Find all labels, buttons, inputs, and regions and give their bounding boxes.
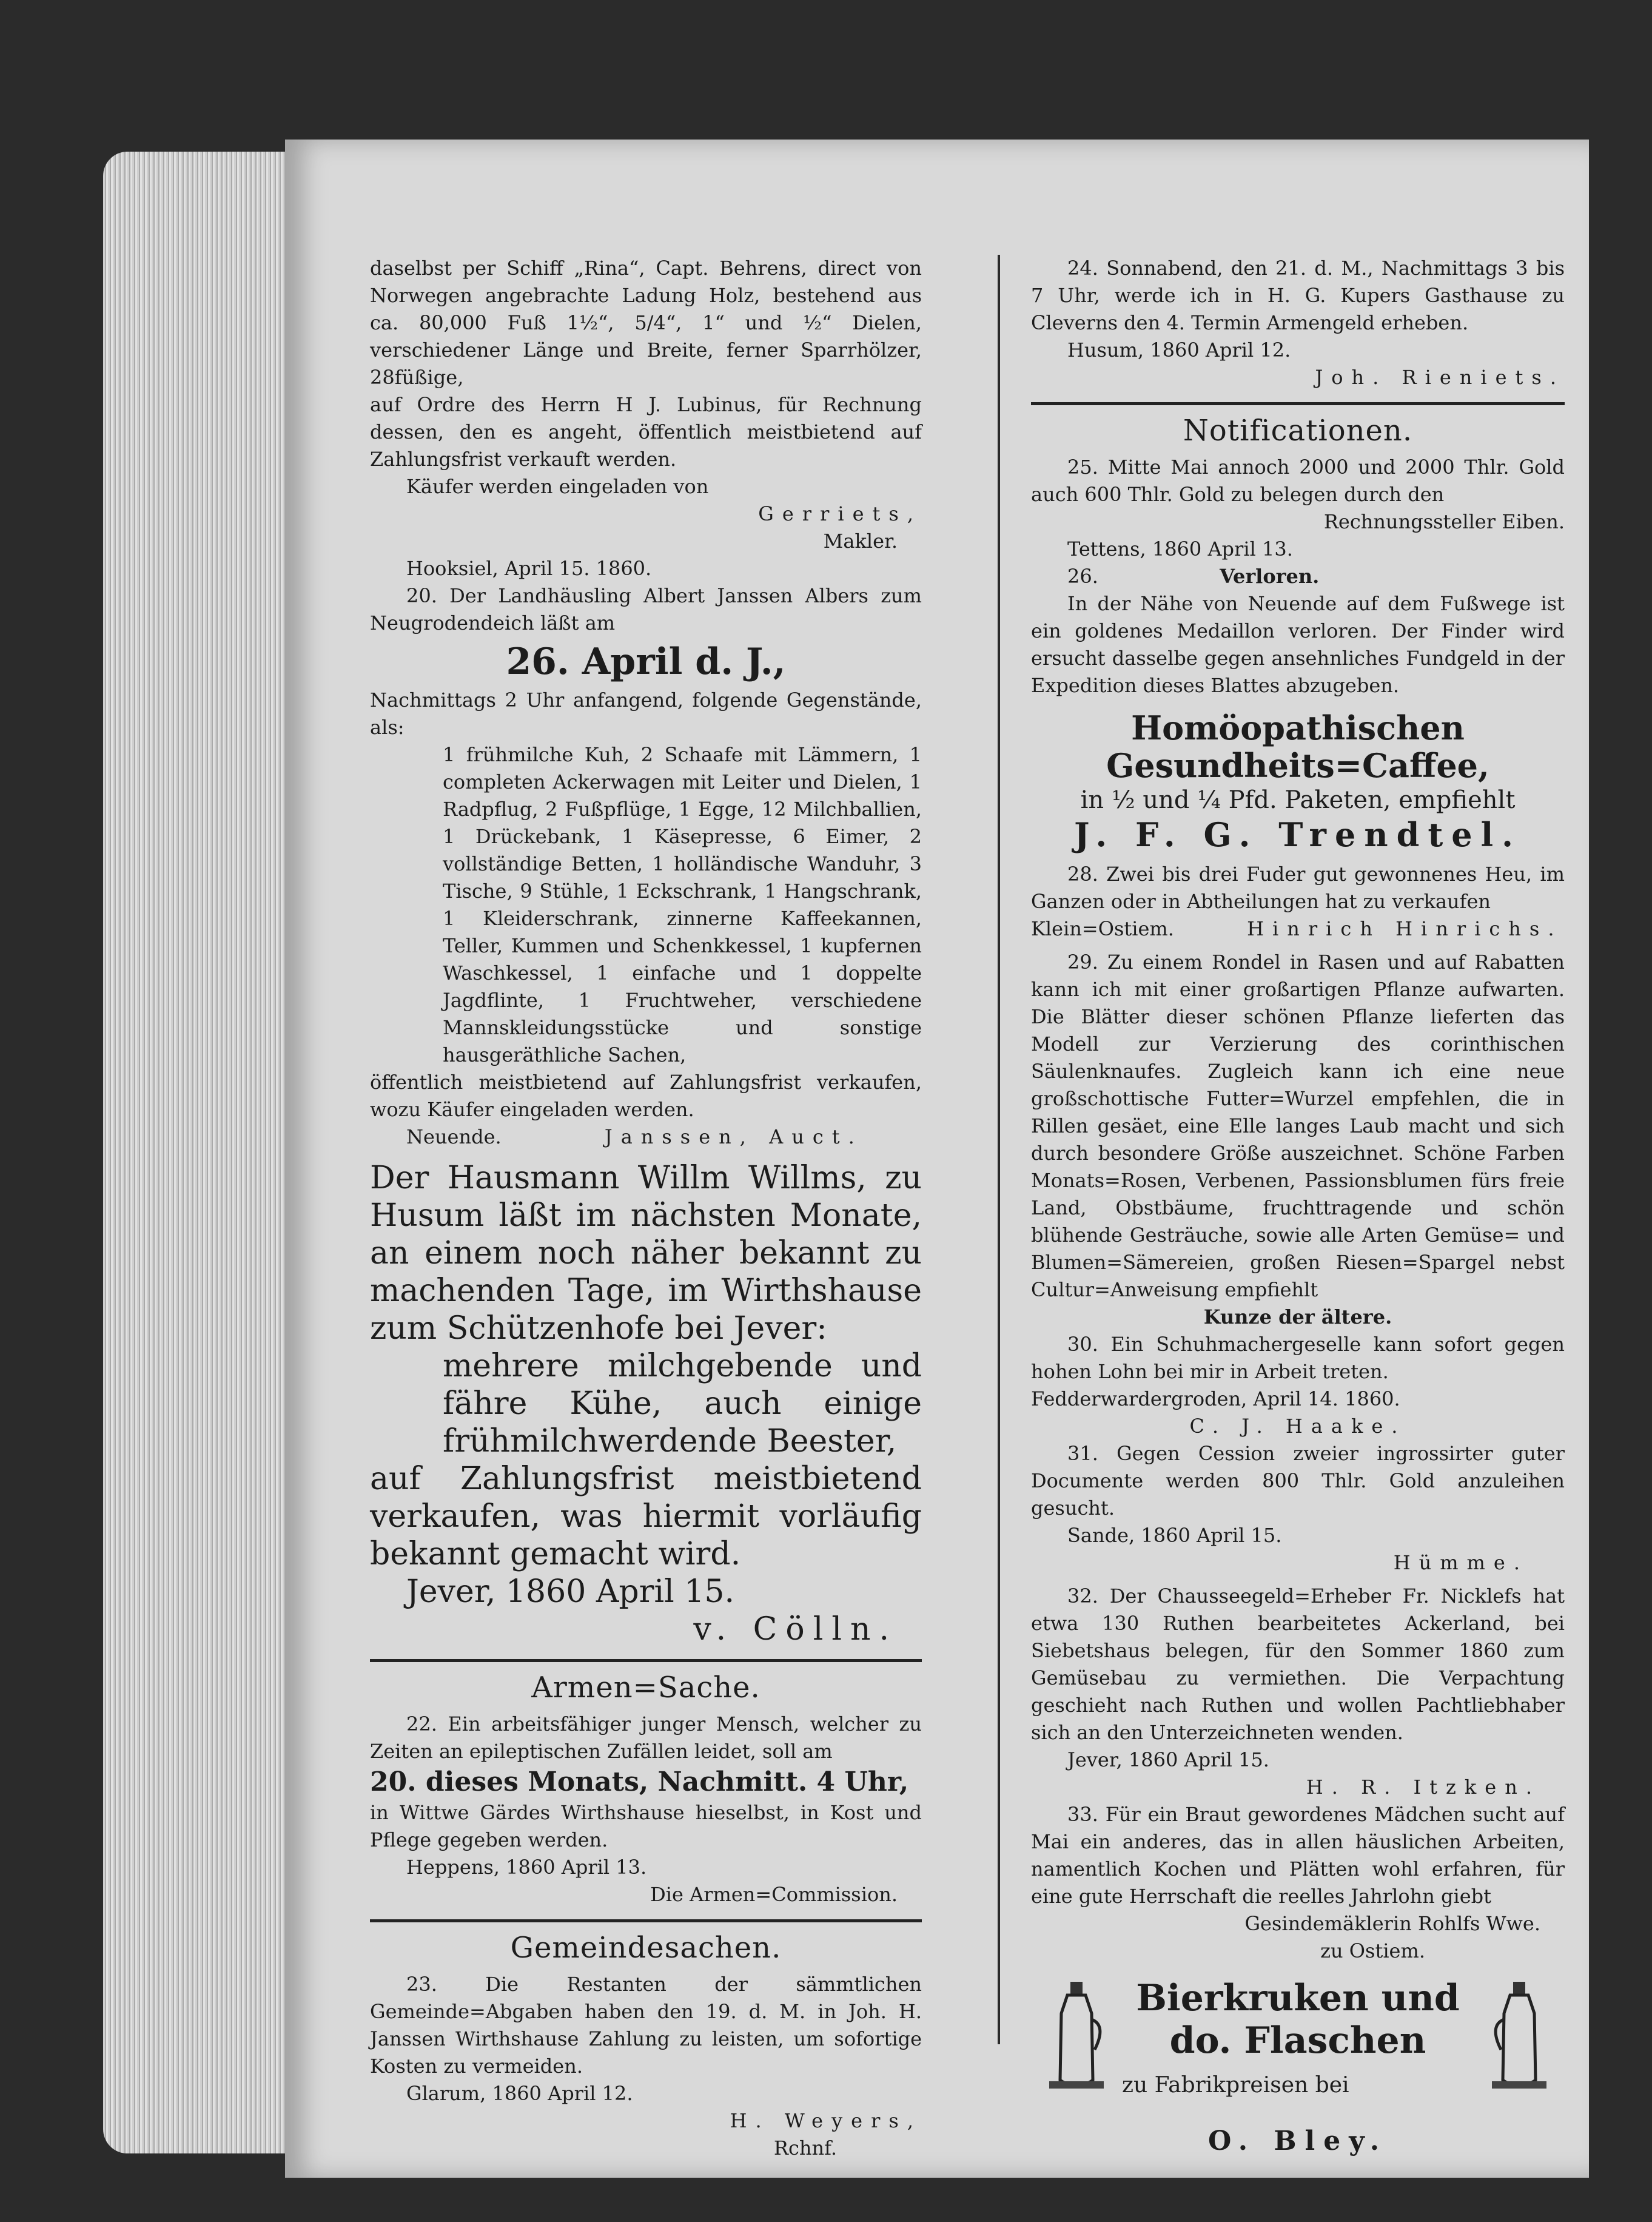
notice-28: 28. Zwei bis drei Fuder gut gewonnenes Heu, im Ganzen oder in Abtheilungen hat zu verkaufen [1031, 863, 1565, 913]
section-heading-gemeinde: Gemeindesachen. [510, 1931, 782, 1965]
willms-items: mehrere milchgebende und fähre Kühe, auch einige frühmilchwerdende Beester, [443, 1348, 922, 1459]
section-heading-armen: Armen=Sache. [531, 1671, 761, 1705]
right-column [1031, 255, 1565, 2158]
notice-20: 20. Der Landhäusling Albert Janssen Albers zum Neugrodendeich läßt am [370, 584, 922, 635]
notice-26: In der Nähe von Neuende auf dem Fußwege ist ein goldenes Medaillon verloren. Der Finder wird ersucht dasselbe gegen ansehnliches Fundgeld in der Expedition dieses Blattes abzugeben. [1031, 592, 1565, 697]
notice-20-close: öffentlich meistbietend auf Zahlungsfrist verkaufen, wozu Käufer eingeladen werden. [370, 1071, 922, 1121]
notice-25: 25. Mitte Mai annoch 2000 und 2000 Thlr. Gold auch 600 Thlr. Gold zu belegen durch den [1031, 456, 1565, 506]
signature-kunze: Kunze der ältere. [1203, 1305, 1392, 1328]
place-date-hooksiel: Hooksiel, April 15. 1860. [406, 557, 652, 580]
bierkruken-ad [1031, 1971, 1565, 2129]
bierkruken-ad-title-2: do. Flaschen [1169, 2019, 1426, 2062]
caffee-ad [1031, 709, 1565, 853]
willms-signature: v. Cölln. [693, 1611, 898, 1648]
notice-22-place: in Wittwe Gärdes Wirthshause hieselbst, in Kost und Pflege gegeben werden. [370, 1801, 922, 1851]
caffee-ad-sub: in ½ und ¼ Pfd. Paketen, empfiehlt [1080, 786, 1516, 814]
signature-hinrichs: Hinrich Hinrichs. [1247, 917, 1563, 940]
signature-armen-commission: Die Armen=Commission. [650, 1883, 898, 1906]
place-date-jever: Jever, 1860 April 15. [1067, 1748, 1269, 1771]
place-date-sande: Sande, 1860 April 15. [1067, 1524, 1282, 1547]
timber-sale-order: auf Ordre des Herrn H J. Lubinus, für Rechnung dessen, den es angeht, öffentlich meistbietend auf Zahlungsfrist verkauft werden. [370, 393, 922, 471]
auction-items: 1 frühmilche Kuh, 2 Schaafe mit Lämmern, 1 completen Ackerwagen mit Leiter und Dielen, 1 Radpflug, 2 Fußpflüge, 1 Egge, 12 Milchballien, 1 Drückebank, 1 Käsepresse, 6 Eimer, 2 vollständige Betten, 1 holländische Wanduhr, 3 Tische, 9 Stühle, 1 Eckschrank, 1 Hangschrank, 1 Kleiderschrank, zinnerne Kaffeekannen, Teller, Kummen und Schenkkessel, 1 kupfernen Waschkessel, 1 einfache und 1 doppelte Jagdflinte, 1 Fruchtweher, verschiedene Mannskleidungsstücke und sonstige hausgeräthliche Sachen, [443, 743, 922, 1066]
section-heading-notificationen: Notificationen. [1183, 414, 1413, 448]
notice-22-date: 20. dieses Monats, Nachmitt. 4 Uhr, [370, 1766, 909, 1797]
place-date-tettens: Tettens, 1860 April 13. [1067, 537, 1293, 561]
notice-31: 31. Gegen Cession zweier ingrossirter guter Documente werden 800 Thlr. Gold anzuleihen gesucht. [1031, 1442, 1565, 1520]
signature-rchnf: Rchnf. [773, 2136, 837, 2160]
caffee-ad-title: Homöopathischen Gesundheits=Caffee, [1106, 709, 1489, 785]
stoneware-jug-icon [1043, 1977, 1110, 2098]
auction-date: 26. April d. J., [506, 641, 786, 683]
notice-26-number: 26. [1067, 565, 1098, 588]
section-rule [370, 1659, 922, 1662]
notice-23: 23. Die Restanten der sämmtlichen Gemeinde=Abgaben haben den 19. d. M. in Joh. H. Janssen Wirthshause Zahlung zu leisten, um sofortige Kosten zu vermeiden. [370, 1973, 922, 2078]
buyers-invited: Käufer werden eingeladen von [406, 475, 709, 498]
book-page-edges [103, 152, 303, 2153]
notice-20-time: Nachmittags 2 Uhr anfangend, folgende Gegenstände, als: [370, 688, 922, 739]
caffee-ad-signature: J. F. G. Trendtel. [1074, 815, 1522, 854]
notice-26-head [1031, 563, 1565, 590]
willms-intro: Der Hausmann Willm Willms, zu Husum läßt im nächsten Monate, an einem noch näher bekannt zu machenden Tage, im Wirthshause zum Schützenhofe bei Jever: [370, 1160, 922, 1347]
signature-gerriets: Gerriets, [758, 502, 922, 525]
notice-22: 22. Ein arbeitsfähiger junger Mensch, welcher zu Zeiten an epileptischen Zufällen leidet, soll am [370, 1712, 922, 1763]
section-rule [1031, 402, 1565, 405]
notice-24: 24. Sonnabend, den 21. d. M., Nachmittags 3 bis 7 Uhr, werde ich in H. G. Kupers Gasthause zu Cleverns den 4. Termin Armengeld erheben. [1031, 257, 1565, 334]
notice-30: 30. Ein Schuhmachergeselle kann sofort gegen hohen Lohn bei mir in Arbeit treten. [1031, 1333, 1565, 1383]
bierkruken-ad-title: Bierkruken und [1136, 1977, 1460, 2019]
notice-32: 32. Der Chausseegeld=Erheber Fr. Nicklefs hat etwa 130 Ruthen bearbeitetes Ackerland, bei Siebetshaus belegen, für den Sommer 1860 zum Gemüsebau zu vermiethen. Die Verpachtung geschieht nach Ruthen und wollen Pachtliebhaber sich an den Unterzeichneten wenden. [1031, 1584, 1565, 1744]
place-neuende: Neuende. [406, 1125, 502, 1148]
signature-itzken: H. R. Itzken. [1306, 1776, 1540, 1799]
column-divider [998, 255, 1000, 2044]
stoneware-bottle-icon [1486, 1977, 1553, 2098]
willms-date: Jever, 1860 April 15. [406, 1574, 735, 1610]
signature-weyers: H. Weyers, [730, 2109, 922, 2132]
newspaper-page [285, 140, 1589, 2178]
place-date-glarum: Glarum, 1860 April 12. [406, 2082, 633, 2105]
willms-terms: auf Zahlungsfrist meistbietend verkaufen, was hiermit vorläufig bekannt gemacht wird. [370, 1461, 922, 1572]
timber-sale-text: daselbst per Schiff „Rina“, Capt. Behrens, direct von Norwegen angebrachte Ladung Holz, bestehend aus ca. 80,000 Fuß 1½“, 5/4“, 1“ und ½“ Dielen, verschiedener Länge und Breite, ferner Sparrhölzer, 28füßige, [370, 257, 922, 389]
notice-28-signature [1031, 915, 1565, 943]
place-date-fedderwardergroden: Fedderwardergroden, April 14. 1860. [1031, 1387, 1400, 1410]
signature-rieniets: Joh. Rieniets. [1315, 366, 1565, 389]
place-date-heppens: Heppens, 1860 April 13. [406, 1856, 647, 1879]
signature-janssen-name: Janssen, Auct. [604, 1125, 863, 1148]
signature-janssen [370, 1123, 922, 1151]
left-column [370, 255, 922, 2162]
place-ostiem: zu Ostiem. [1320, 1939, 1425, 1962]
signature-eiben: Rechnungssteller Eiben. [1323, 510, 1565, 533]
bierkruken-ad-sub [1122, 2073, 1468, 2098]
notice-26-title: Verloren. [1220, 565, 1320, 588]
place-date-husum: Husum, 1860 April 12. [1067, 338, 1291, 362]
notice-29: 29. Zu einem Rondel in Rasen und auf Rabatten kann ich mit einer großartigen Pflanze aufwarten. Die Blätter dieser schönen Pflanze lieferten das Modell zur Verzierung des corinthischen Säulenknaufes. Zugleich kann ich eine neue großschottische Futter=Wurzel empfehlen, die in Rillen gesäet, eine Elle langes Laub macht und sich durch besondere Größe auszeichnet. Schöne Farben Monats=Rosen, Verbenen, Passionsblumen fürs freie Land, Obstbäume, fruchttragende und schön blühende Gesträuche, sowie alle Arten Gemüse= und Blumen=Sämereien, großen Riesen=Spargel nebst Cultur=Anweisung empfiehlt [1031, 951, 1565, 1301]
signature-haake: C. J. Haake. [1189, 1415, 1406, 1438]
signature-huemme: Hümme. [1393, 1551, 1528, 1574]
place-klein-ostiem: Klein=Ostiem. [1031, 917, 1174, 940]
willms-notice [370, 1159, 922, 1648]
notice-33: 33. Für ein Braut gewordenes Mädchen sucht auf Mai ein anderes, das in allen häuslichen Arbeiten, namentlich Kochen und Plätten wohl erfahren, für eine gute Herrschaft die reelles Jahrlohn giebt [1031, 1803, 1565, 1908]
signature-bley: O. Bley. [1207, 2126, 1388, 2156]
section-rule [370, 1919, 922, 1922]
signature-rohlfs: Gesindemäklerin Rohlfs Wwe. [1244, 1912, 1540, 1935]
signature-makler: Makler. [823, 530, 898, 553]
bierkruken-ad-price: zu Fabrikpreisen bei [1122, 2073, 1349, 2098]
